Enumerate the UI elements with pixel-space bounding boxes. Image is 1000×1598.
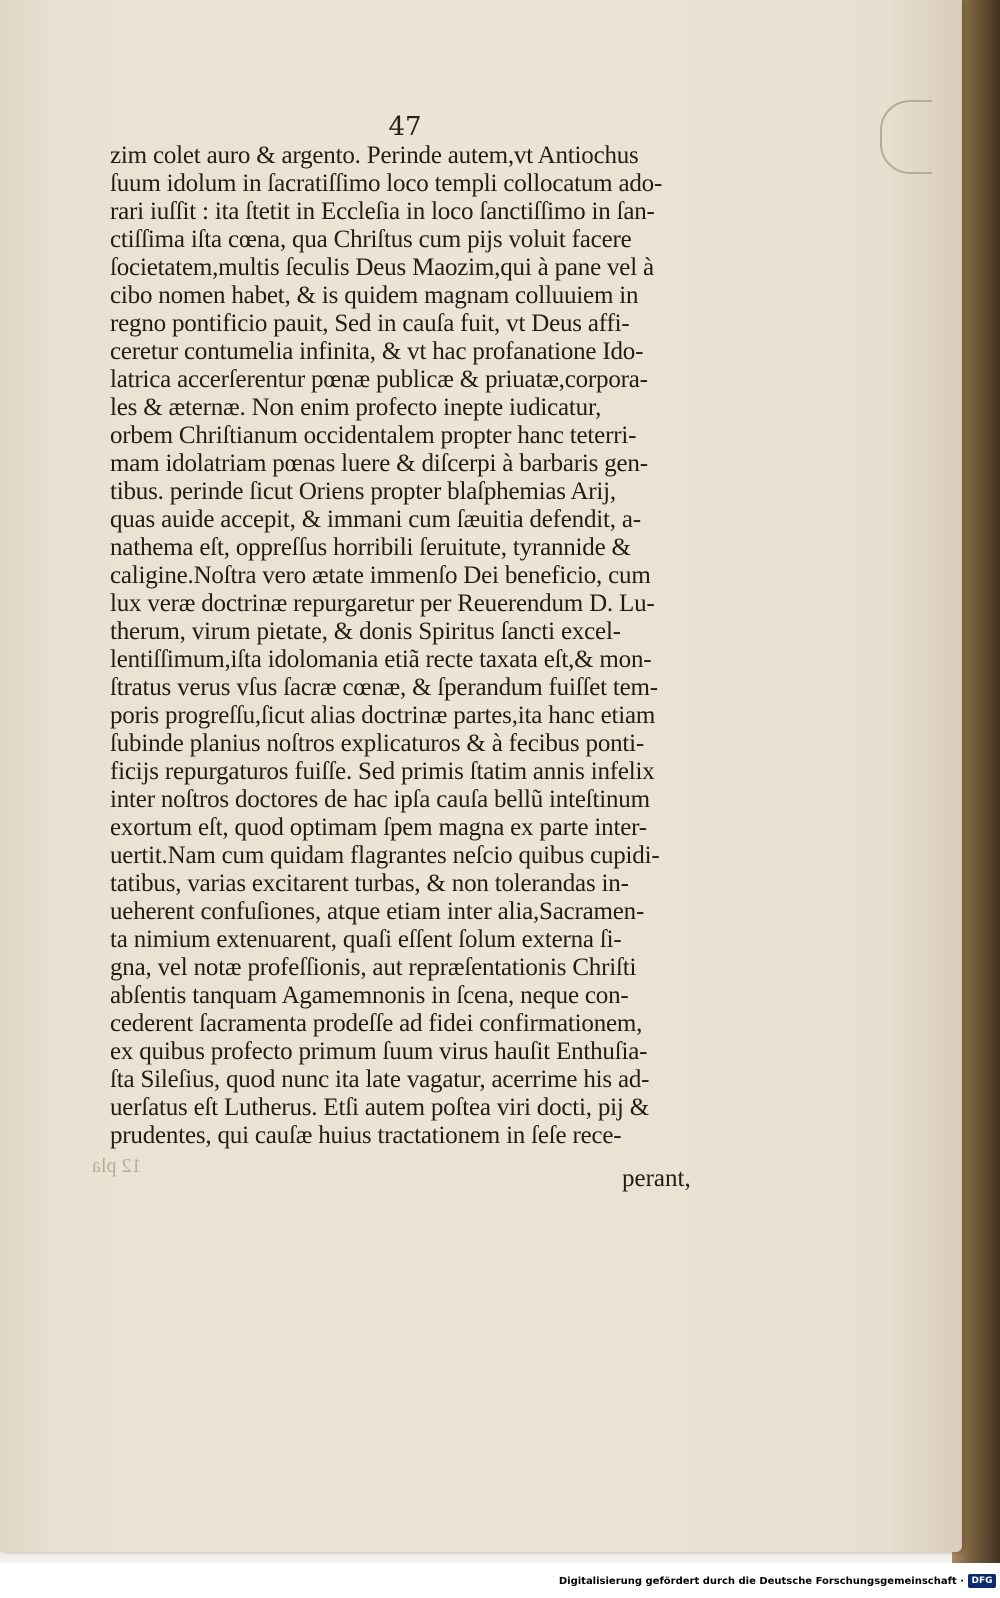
text-line: exortum eſt, quod optimam ſpem magna ex parte inter- <box>110 814 647 841</box>
text-line: lentiſſimum,iſta idolomania etiã recte taxata eſt,& mon- <box>110 646 652 673</box>
text-line: gna, vel notæ profeſſionis, aut repræſentationis Chriſti <box>110 954 637 981</box>
text-line: poris progreſſu,ſicut alias doctrinæ partes,ita hanc etiam <box>110 702 656 729</box>
text-line: uerſatus eſt Lutherus. Etſi autem poſtea viri docti, pij & <box>110 1094 649 1121</box>
catchword: perant, <box>622 1165 691 1192</box>
text-line: mam idolatriam pœnas luere & diſcerpi à barbaris gen- <box>110 450 648 477</box>
text-line: tatibus, varias excitarent turbas, & non tolerandas in- <box>110 870 629 897</box>
text-line: rari iuſſit : ita ſtetit in Eccleſia in loco ſanctiſſimo in ſan- <box>110 198 655 225</box>
clasp-outline <box>880 100 932 174</box>
dfg-logo: DFG <box>968 1574 996 1588</box>
text-line: les & æternæ. Non enim profecto inepte iudicatur, <box>110 394 602 421</box>
text-line: ex quibus profecto primum ſuum virus hauſit Enthuſia- <box>110 1038 648 1065</box>
text-line: quas auide accepit, & immani cum ſæuitia defendit, a- <box>110 506 641 533</box>
text-line: regno pontificio pauit, Sed in cauſa fuit, vt Deus affi- <box>110 310 630 337</box>
text-line: tibus. perinde ſicut Oriens propter blaſphemias Arij, <box>110 478 616 505</box>
text-line: latrica accerſerentur pœnæ publicæ & priuatæ,corpora- <box>110 366 648 393</box>
text-line: ceretur contumelia infinita, & vt hac profanatione Ido- <box>110 338 644 365</box>
text-line: ſta Sileſius, quod nunc ita late vagatur, acerrime his ad- <box>110 1066 650 1093</box>
text-line: zim colet auro & argento. Perinde autem,vt Antiochus <box>110 142 639 169</box>
text-line: orbem Chriſtianum occidentalem propter hanc teterri- <box>110 422 637 449</box>
text-line: therum, virum pietate, & donis Spiritus ſancti excel- <box>110 618 621 645</box>
footer-bar <box>0 1563 1000 1598</box>
text-line: prudentes, qui cauſæ huius tractationem in ſeſe rece- <box>110 1122 622 1149</box>
text-line: caligine.Noſtra vero ætate immenſo Dei beneficio, cum <box>110 562 651 589</box>
page-number: 47 <box>388 112 422 142</box>
text-line: cederent ſacramenta prodeſſe ad fidei confirmationem, <box>110 1010 643 1037</box>
text-line: abſentis tanquam Agamemnonis in ſcena, neque con- <box>110 982 629 1009</box>
text-line: ſuum idolum in ſacratiſſimo loco templi collocatum ado- <box>110 170 663 197</box>
text-line: ctiſſima iſta cœna, qua Chriſtus cum pijs voluit facere <box>110 226 632 253</box>
text-line: ueherent confuſiones, atque etiam inter alia,Sacramen- <box>110 898 645 925</box>
text-line: ſocietatem,multis ſeculis Deus Maozim,qui à pane vel à <box>110 254 654 281</box>
text-line: nathema eſt, oppreſſus horribili ſeruitute, tyrannide & <box>110 534 631 561</box>
text-line: ficijs repurgaturos fuiſſe. Sed primis ſtatim annis infelix <box>110 758 655 785</box>
text-line: ſubinde planius noſtros explicaturos & à fecibus ponti- <box>110 730 645 757</box>
text-line: cibo nomen habet, & is quidem magnam colluuiem in <box>110 282 639 309</box>
text-line: lux veræ doctrinæ repurgaretur per Reuerendum D. Lu- <box>110 590 655 617</box>
bleed-through-text: 12 pla <box>92 1155 142 1177</box>
text-line: ta nimium extenuarent, quaſi eſſent ſolum externa ſi- <box>110 926 622 953</box>
text-line: ſtratus verus vſus ſacræ cœnæ, & ſperandum fuiſſet tem- <box>110 674 658 701</box>
text-line: uertit.Nam cum quidam flagrantes neſcio quibus cupidi- <box>110 842 660 869</box>
funding-credit: Digitalisierung gefördert durch die Deutsche Forschungsgemeinschaft · <box>558 1576 964 1587</box>
text-line: inter noſtros doctores de hac ipſa cauſa bellũ inteſtinum <box>110 786 650 813</box>
body-text <box>110 142 716 1150</box>
